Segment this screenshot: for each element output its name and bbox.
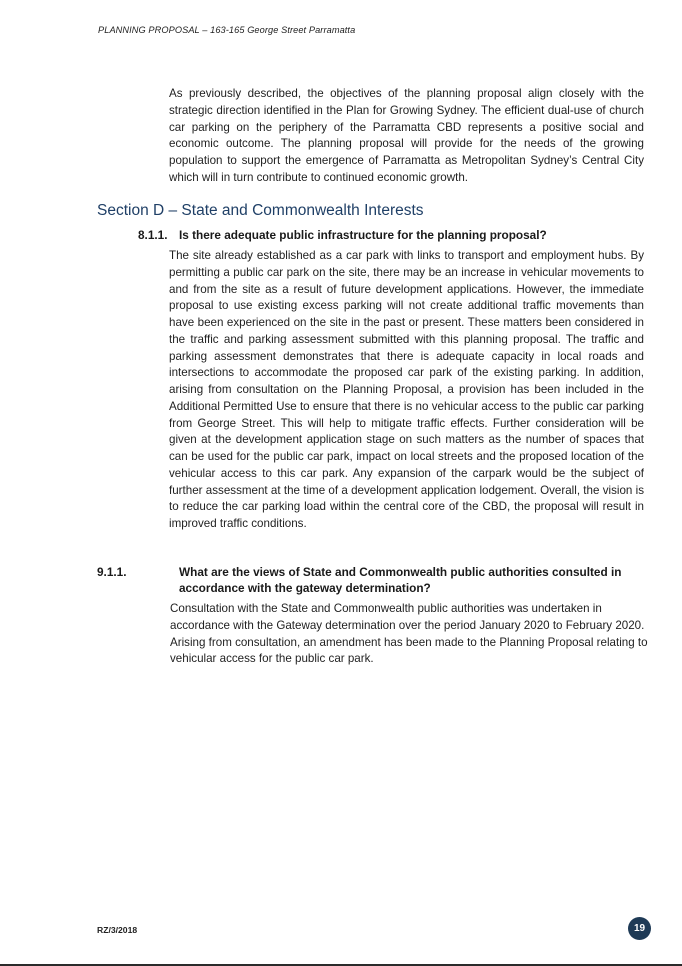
intro-paragraph: As previously described, the objectives of the planning proposal align closely with the strategic direction identified in the Plan for Growing Sydney. The efficient dual-use of church car parking on the periphery of the Parramatta CBD represents a positive social and economic outcome. The planning proposal will provide for the needs of the growing population to support the emergence of Parramatta as Metropolitan Sydney’s Central City which will in turn contribute to continued economic growth. [169,87,644,184]
footer-reference: RZ/3/2018 [97,925,138,935]
section-heading: Section D – State and Commonwealth Interests [97,202,424,219]
page-number-badge: 19 [628,917,651,940]
question-number: 9.1.1. [97,565,127,579]
answer-paragraph-9-1-1: Consultation with the State and Commonwealth public authorities was undertaken in accordance with the Gateway determination over the period January 2020 to February 2020. Arising from consultation, an amendment has been made to the Planning Proposal relating to vehicular access for the public car park. [170,602,648,666]
question-number: 8.1.1. [138,228,168,242]
question-text: Is there adequate public infrastructure for the planning proposal? [179,228,547,242]
question-heading-9-1-1 [97,564,648,596]
question-heading-8-1-1 [138,227,648,243]
answer-paragraph-8-1-1: The site already established as a car park with links to transport and employment hubs. By permitting a public car park on the site, there may be an increase in vehicular movements to and from the site as a result of future development applications. However, the immediate proposal to use existing excess parking will not create additional traffic movements than have been experienced on the site in the past or present. These matters been considered in the traffic and parking assessment submitted with this planning proposal. The traffic and parking assessment demonstrates that there is adequate capacity in local roads and intersections to accommodate the proposed car park of the existing parking. In addition, arising from consultation on the Planning Proposal, a provision has been included in the Additional Permitted Use to ensure that there is no vehicular access to the public car parking from George Street. This will help to mitigate traffic effects. Further consideration will be given at the development application stage on such matters as the number of spaces that can be used for the public car park, impact on local streets and the proposed location of the vehicular access to this car park. Any expansion of the carpark would be the subject of further assessment at the time of a development application lodgement. Overall, the vision is to reduce the car parking load within the central core of the CBD, the proposal will result in improved traffic conditions. [169,249,644,530]
question-text: What are the views of State and Commonwealth public authorities consulted in accordance with the gateway determination? [179,565,622,595]
running-header: PLANNING PROPOSAL – 163-165 George Street Parramatta [98,25,356,35]
